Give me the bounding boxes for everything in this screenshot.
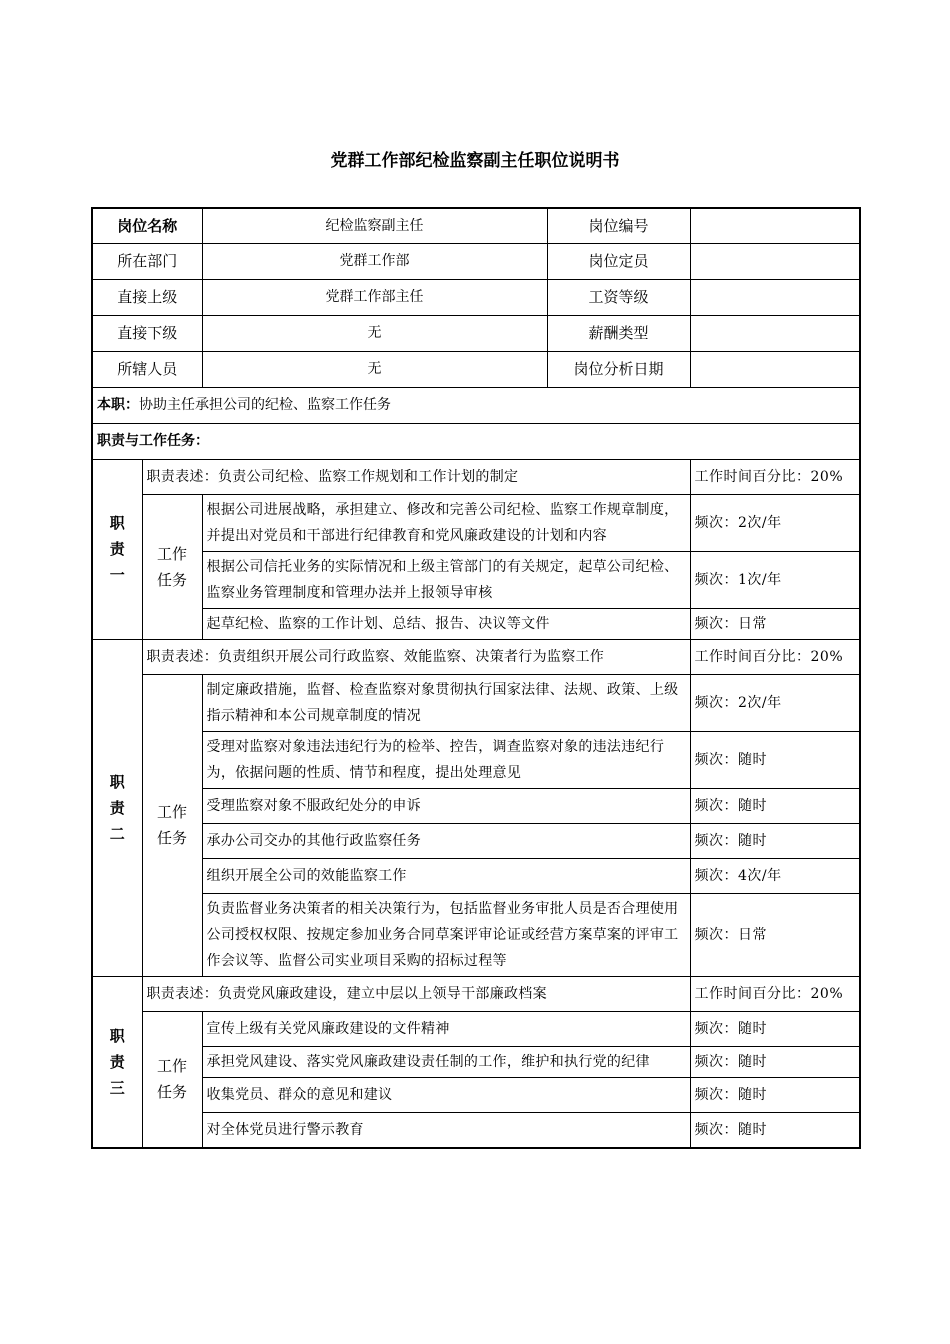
duty-statement-row bbox=[92, 459, 860, 494]
benzhi-text: 协助主任承担公司的纪检、监察工作任务 bbox=[139, 397, 391, 413]
task-row bbox=[92, 1046, 860, 1077]
field-label: 直接上级 bbox=[92, 279, 202, 315]
field-value: 党群工作部 bbox=[202, 243, 547, 279]
task-text: 根据公司进展战略，承担建立、修改和完善公司纪检、监察工作规章制度，并提出对党员和干部进行纪律教育和党风廉政建设的计划和内容 bbox=[202, 494, 690, 551]
field-value: 党群工作部主任 bbox=[202, 279, 547, 315]
task-text: 根据公司信托业务的实际情况和上级主管部门的有关规定，起草公司纪检、监察业务管理制度和管理办法并上报领导审核 bbox=[202, 551, 690, 608]
time-percent: 工作时间百分比：20% bbox=[690, 459, 860, 494]
task-row bbox=[92, 823, 860, 858]
task-text: 受理对监察对象违法违纪行为的检举、控告，调查监察对象的违法违纪行为，依据问题的性质、情节和程度，提出处理意见 bbox=[202, 731, 690, 788]
task-frequency: 频次：日常 bbox=[690, 893, 860, 976]
job-description-table bbox=[91, 207, 861, 1149]
benzhi-row bbox=[92, 387, 860, 423]
field-label: 岗位分析日期 bbox=[547, 351, 690, 387]
task-label: 工作 任务 bbox=[142, 674, 202, 976]
task-text: 宣传上级有关党风廉政建设的文件精神 bbox=[202, 1011, 690, 1046]
benzhi-label: 本职： bbox=[97, 397, 139, 413]
duty-1-label: 职 责 一 bbox=[92, 459, 142, 639]
task-frequency: 频次：2次/年 bbox=[690, 494, 860, 551]
info-row bbox=[92, 315, 860, 351]
task-row bbox=[92, 1011, 860, 1046]
task-label: 工作 任务 bbox=[142, 494, 202, 639]
info-row bbox=[92, 279, 860, 315]
duty-statement: 职责表述：负责党风廉政建设，建立中层以上领导干部廉政档案 bbox=[142, 976, 690, 1011]
field-label: 直接下级 bbox=[92, 315, 202, 351]
task-frequency: 频次：随时 bbox=[690, 1011, 860, 1046]
time-percent: 工作时间百分比：20% bbox=[690, 639, 860, 674]
task-text: 承办公司交办的其他行政监察任务 bbox=[202, 823, 690, 858]
task-frequency: 频次：随时 bbox=[690, 823, 860, 858]
field-value bbox=[690, 243, 860, 279]
field-value: 无 bbox=[202, 351, 547, 387]
task-text: 受理监察对象不服政纪处分的申诉 bbox=[202, 788, 690, 823]
field-label: 所辖人员 bbox=[92, 351, 202, 387]
task-frequency: 频次：日常 bbox=[690, 608, 860, 639]
benzhi-cell bbox=[92, 387, 860, 423]
task-text: 收集党员、群众的意见和建议 bbox=[202, 1077, 690, 1112]
duty-statement-row bbox=[92, 639, 860, 674]
task-frequency: 频次：随时 bbox=[690, 1112, 860, 1148]
field-label: 所在部门 bbox=[92, 243, 202, 279]
task-row bbox=[92, 494, 860, 551]
task-frequency: 频次：1次/年 bbox=[690, 551, 860, 608]
task-row bbox=[92, 858, 860, 893]
duty-3-label: 职 责 三 bbox=[92, 976, 142, 1148]
field-value bbox=[690, 279, 860, 315]
task-frequency: 频次：随时 bbox=[690, 788, 860, 823]
field-value bbox=[690, 208, 860, 243]
duty-statement: 职责表述：负责公司纪检、监察工作规划和工作计划的制定 bbox=[142, 459, 690, 494]
duties-header-row bbox=[92, 423, 860, 459]
field-value: 纪检监察副主任 bbox=[202, 208, 547, 243]
task-row bbox=[92, 788, 860, 823]
info-row bbox=[92, 351, 860, 387]
info-row bbox=[92, 208, 860, 243]
task-frequency: 频次：随时 bbox=[690, 1077, 860, 1112]
duties-header: 职责与工作任务： bbox=[92, 423, 860, 459]
task-text: 承担党风建设、落实党风廉政建设责任制的工作，维护和执行党的纪律 bbox=[202, 1046, 690, 1077]
field-value bbox=[690, 351, 860, 387]
task-text: 负责监督业务决策者的相关决策行为，包括监督业务审批人员是否合理使用公司授权权限、按规定参加业务合同草案评审论证或经营方案草案的评审工作会议等、监督公司实业项目采购的招标过程等 bbox=[202, 893, 690, 976]
page-title: 党群工作部纪检监察副主任职位说明书 bbox=[330, 151, 620, 171]
task-row bbox=[92, 674, 860, 731]
task-frequency: 频次：随时 bbox=[690, 731, 860, 788]
task-row bbox=[92, 1077, 860, 1112]
task-text: 制定廉政措施，监督、检查监察对象贯彻执行国家法律、法规、政策、上级指示精神和本公司规章制度的情况 bbox=[202, 674, 690, 731]
field-value: 无 bbox=[202, 315, 547, 351]
field-label: 岗位定员 bbox=[547, 243, 690, 279]
duty-statement: 职责表述：负责组织开展公司行政监察、效能监察、决策者行为监察工作 bbox=[142, 639, 690, 674]
task-row bbox=[92, 551, 860, 608]
task-frequency: 频次：4次/年 bbox=[690, 858, 860, 893]
task-label: 工作 任务 bbox=[142, 1011, 202, 1148]
field-label: 薪酬类型 bbox=[547, 315, 690, 351]
field-label: 岗位编号 bbox=[547, 208, 690, 243]
field-value bbox=[690, 315, 860, 351]
task-row bbox=[92, 731, 860, 788]
task-row bbox=[92, 608, 860, 639]
task-text: 起草纪检、监察的工作计划、总结、报告、决议等文件 bbox=[202, 608, 690, 639]
duty-statement-row bbox=[92, 976, 860, 1011]
task-row bbox=[92, 893, 860, 976]
task-text: 对全体党员进行警示教育 bbox=[202, 1112, 690, 1148]
task-frequency: 频次：随时 bbox=[690, 1046, 860, 1077]
duty-2-label: 职 责 二 bbox=[92, 639, 142, 976]
field-label: 岗位名称 bbox=[92, 208, 202, 243]
task-frequency: 频次：2次/年 bbox=[690, 674, 860, 731]
time-percent: 工作时间百分比：20% bbox=[690, 976, 860, 1011]
task-row bbox=[92, 1112, 860, 1148]
field-label: 工资等级 bbox=[547, 279, 690, 315]
info-row bbox=[92, 243, 860, 279]
task-text: 组织开展全公司的效能监察工作 bbox=[202, 858, 690, 893]
